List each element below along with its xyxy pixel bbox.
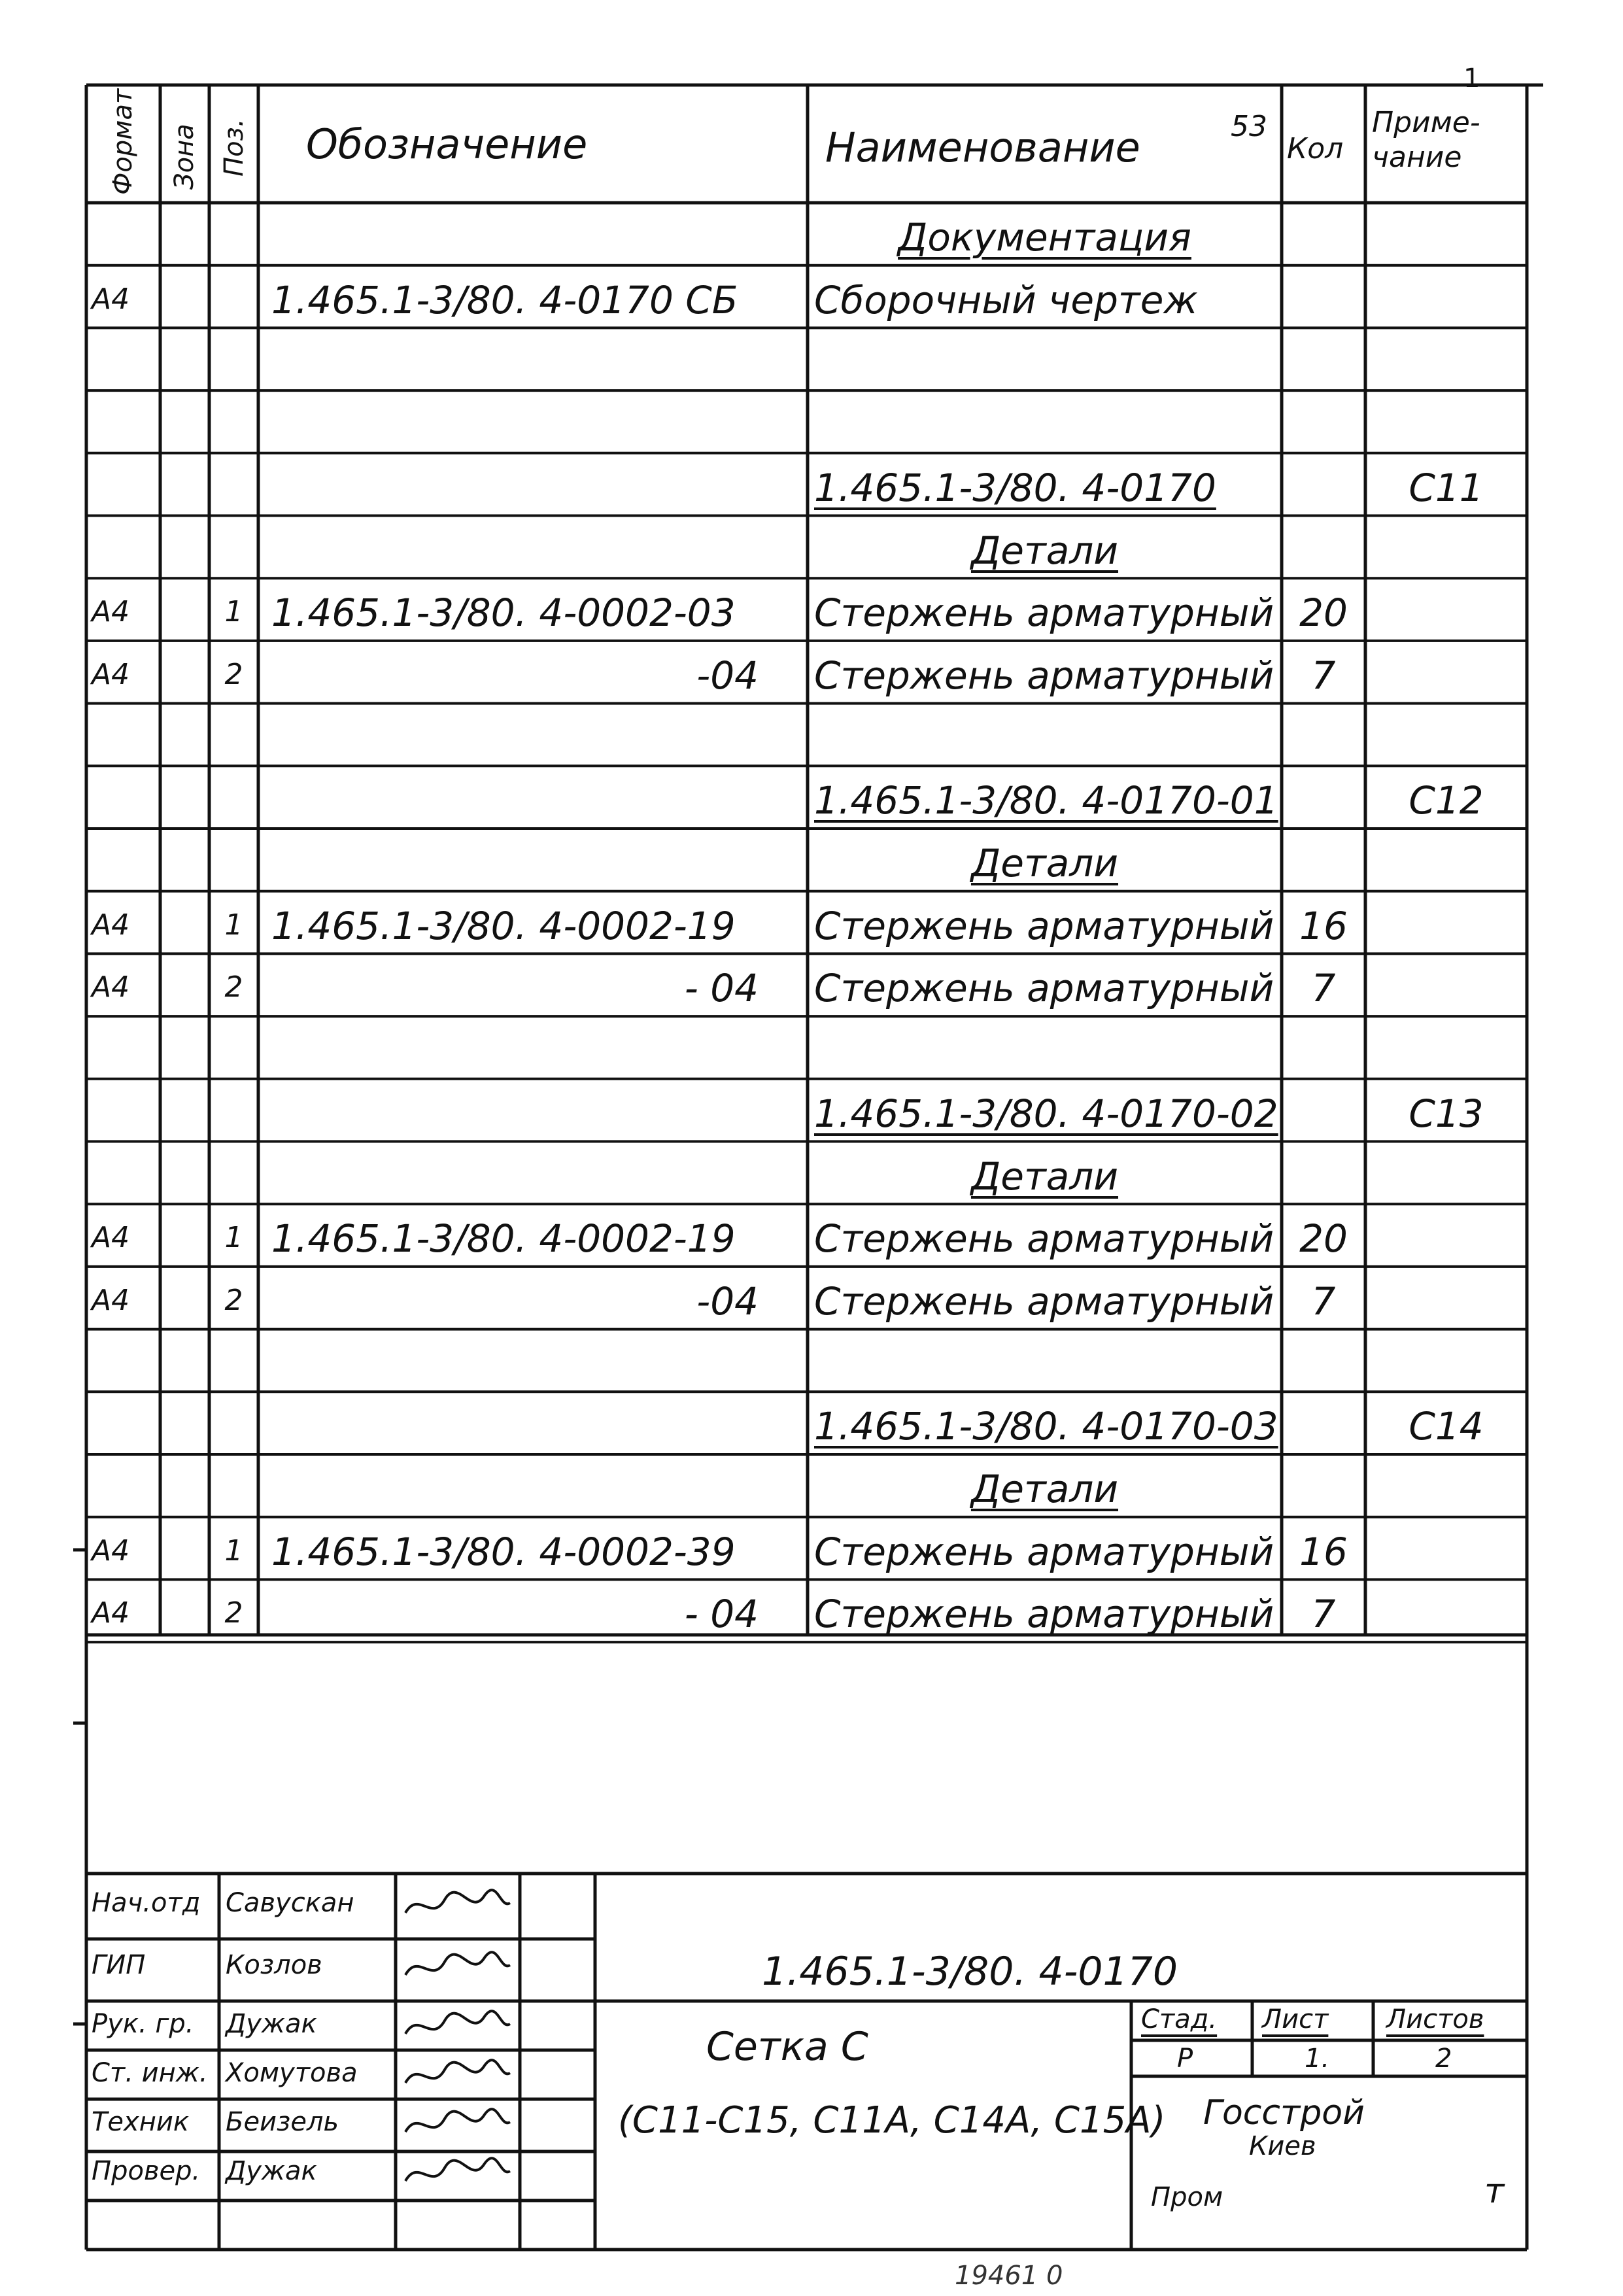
- cell-name: Сборочный чертеж: [814, 277, 1198, 322]
- cell-pos: 1: [224, 595, 243, 629]
- cell-name: Стержень арматурный: [814, 903, 1274, 948]
- signatory-role: ГИП: [92, 1950, 146, 1980]
- org-line-3-tail: т: [1484, 2172, 1505, 2211]
- cell-format: А4: [92, 908, 130, 942]
- table-row: [0, 578, 1623, 641]
- cell-name: 1.465.1-3/80. 4-0170-02: [814, 1091, 1278, 1136]
- signatory-name: Дужак: [226, 2156, 317, 2186]
- cell-designation: -04: [696, 653, 759, 698]
- header-note: Приме- чание: [1372, 106, 1480, 174]
- header-qty: Кол: [1287, 132, 1344, 165]
- signatory-name: Хомутова: [226, 2058, 358, 2088]
- cell-name: Документация: [898, 215, 1191, 260]
- cell-designation: 1.465.1-3/80. 4-0002-03: [271, 591, 736, 636]
- table-row: [0, 203, 1623, 266]
- header-pos: Поз.: [219, 118, 249, 177]
- cell-name: Стержень арматурный: [814, 653, 1274, 698]
- corner-mark: 1: [1463, 63, 1480, 94]
- cell-qty: 7: [1311, 653, 1336, 698]
- cell-format: А4: [92, 1283, 130, 1317]
- table-row: [0, 328, 1623, 390]
- org-line-3: Пром: [1151, 2182, 1223, 2212]
- table-row: [0, 266, 1623, 328]
- cell-qty: 7: [1311, 1592, 1336, 1637]
- sheets-value: 2: [1435, 2044, 1452, 2074]
- signatory-name: Савускан: [226, 1888, 354, 1918]
- signatory-name: Беизель: [226, 2107, 339, 2137]
- cell-note: С13: [1409, 1091, 1484, 1136]
- cell-name: Детали: [970, 1467, 1119, 1511]
- table-row: [0, 1392, 1623, 1454]
- product-title: Сетка С: [706, 2024, 868, 2070]
- table-row: [0, 1579, 1623, 1642]
- cell-pos: 2: [224, 1596, 243, 1630]
- org-line-1: Госстрой: [1203, 2093, 1365, 2133]
- signatory-name: Козлов: [226, 1950, 322, 1980]
- table-row: [0, 453, 1623, 516]
- cell-note: С12: [1409, 778, 1484, 823]
- signature-mark: [402, 2008, 513, 2047]
- table-row: [0, 1454, 1623, 1517]
- bottom-fragment: 19461 0: [955, 2261, 1063, 2291]
- table-row: [0, 1517, 1623, 1580]
- cell-qty: 7: [1311, 1278, 1336, 1324]
- cell-designation: - 04: [684, 966, 759, 1011]
- cell-format: А4: [92, 282, 130, 316]
- header-zone: Зона: [169, 124, 199, 190]
- cell-name: 1.465.1-3/80. 4-0170: [814, 465, 1216, 510]
- cell-format: А4: [92, 1596, 130, 1630]
- table-row: [0, 891, 1623, 954]
- cell-format: А4: [92, 595, 130, 629]
- cell-name: Стержень арматурный: [814, 1592, 1274, 1637]
- signatory-role: Ст. инж.: [92, 2058, 208, 2088]
- table-row: [0, 1016, 1623, 1079]
- cell-pos: 2: [224, 657, 243, 691]
- cell-qty: 20: [1299, 1216, 1348, 1261]
- cell-pos: 2: [224, 1283, 243, 1317]
- cell-qty: 16: [1299, 903, 1348, 948]
- product-subtitle: (С11-С15, С11А, С14А, С15А): [618, 2099, 1166, 2142]
- cell-designation: 1.465.1-3/80. 4-0170 СБ: [271, 277, 738, 322]
- cell-name: Стержень арматурный: [814, 1278, 1274, 1324]
- cell-designation: - 04: [684, 1592, 759, 1637]
- cell-pos: 2: [224, 970, 243, 1004]
- header-name: Наименование: [825, 124, 1140, 171]
- stage-value: Р: [1177, 2044, 1193, 2074]
- cell-pos: 1: [224, 1534, 243, 1568]
- table-row: [0, 390, 1623, 453]
- stage-label: Стад.: [1141, 2004, 1218, 2034]
- cell-qty: 20: [1299, 591, 1348, 636]
- table-row: [0, 1329, 1623, 1392]
- table-row: [0, 1079, 1623, 1142]
- doc-number: 1.465.1-3/80. 4-0170: [762, 1949, 1178, 1995]
- signatory-role: Провер.: [92, 2156, 201, 2186]
- cell-note: С14: [1409, 1404, 1484, 1449]
- table-row: [0, 1204, 1623, 1267]
- table-row: [0, 829, 1623, 891]
- cell-name: Детали: [970, 1154, 1119, 1199]
- cell-format: А4: [92, 1221, 130, 1255]
- table-row: [0, 766, 1623, 829]
- table-row: [0, 516, 1623, 579]
- header-designation: Обозначение: [306, 120, 588, 168]
- signature-mark: [402, 2057, 513, 2096]
- signature-mark: [402, 2106, 513, 2145]
- org-line-2: Киев: [1249, 2131, 1316, 2161]
- cell-name: Детали: [970, 528, 1119, 573]
- sheets-label: Листов: [1386, 2004, 1484, 2034]
- table-row: [0, 641, 1623, 704]
- page-mark: 53: [1231, 110, 1267, 143]
- cell-format: А4: [92, 657, 130, 691]
- cell-designation: -04: [696, 1278, 759, 1324]
- cell-designation: 1.465.1-3/80. 4-0002-19: [271, 1216, 736, 1261]
- cell-name: 1.465.1-3/80. 4-0170-03: [814, 1404, 1278, 1449]
- cell-name: Стержень арматурный: [814, 966, 1274, 1011]
- header-format: Формат: [108, 88, 138, 195]
- sheet-value: 1.: [1305, 2044, 1330, 2074]
- signatory-role: Рук. гр.: [92, 2009, 194, 2039]
- cell-name: Детали: [970, 841, 1119, 885]
- table-row: [0, 704, 1623, 766]
- sheet-label: Лист: [1262, 2004, 1329, 2034]
- cell-pos: 1: [224, 908, 243, 942]
- cell-name: Стержень арматурный: [814, 1529, 1274, 1574]
- cell-designation: 1.465.1-3/80. 4-0002-19: [271, 903, 736, 948]
- signatory-name: Дужак: [226, 2009, 317, 2039]
- signatory-role: Нач.отд: [92, 1888, 201, 1918]
- cell-qty: 7: [1311, 966, 1336, 1011]
- table-row: [0, 1267, 1623, 1329]
- cell-format: А4: [92, 1534, 130, 1568]
- table-row: [0, 1142, 1623, 1205]
- cell-name: Стержень арматурный: [814, 1216, 1274, 1261]
- cell-format: А4: [92, 970, 130, 1004]
- table-row: [0, 953, 1623, 1016]
- cell-name: Стержень арматурный: [814, 591, 1274, 636]
- signatory-role: Техник: [92, 2107, 190, 2137]
- signature-mark: [402, 1887, 513, 1926]
- cell-note: С11: [1409, 465, 1484, 510]
- signature-mark: [402, 1949, 513, 1988]
- signature-mark: [402, 2155, 513, 2194]
- cell-name: 1.465.1-3/80. 4-0170-01: [814, 778, 1278, 823]
- cell-qty: 16: [1299, 1529, 1348, 1574]
- cell-pos: 1: [224, 1221, 243, 1255]
- cell-designation: 1.465.1-3/80. 4-0002-39: [271, 1529, 736, 1574]
